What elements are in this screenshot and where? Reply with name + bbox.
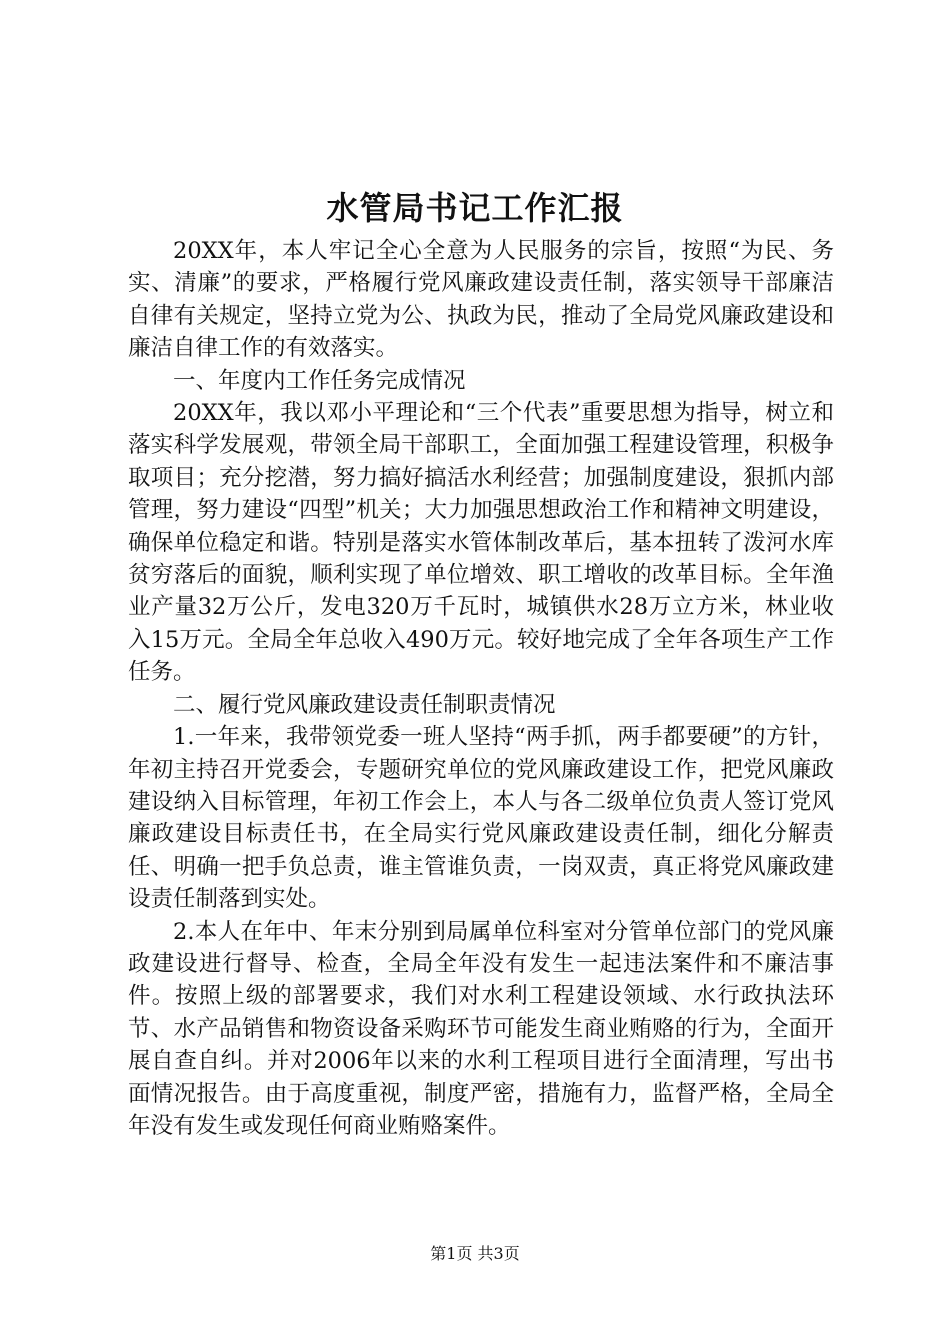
section-heading-2: 二、履行党风廉政建设责任制职责情况 bbox=[173, 691, 556, 718]
intro-paragraph: 20XX年，本人牢记全心全意为人民服务的宗旨，按照“为民、务实、清廉”的要求，严格履行党风廉政建设责任制，落实领导干部廉洁自律有关规定，坚持立党为公、执政为民，推动了全局党风廉政建设和廉洁自律工作的有效落实。 bbox=[128, 238, 834, 362]
section-2-item-2: 2.本人在年中、年末分别到局属单位科室对分管单位部门的党风廉政建设进行督导、检查，全局全年没有发生一起违法案件和不廉洁事件。按照上级的部署要求，我们对水利工程建设领域、水行政执法环节、水产品销售和物资设备采购环节可能发生商业贿赂的行为，全面开展自查自纠。并对2006年以来的水利工程项目进行全面清理，写出书面情况报告。由于高度重视，制度严密，措施有力，监督严格，全局全年没有发生或发现任何商业贿赂案件。 bbox=[128, 918, 834, 1139]
section-1-paragraph: 20XX年，我以邓小平理论和“三个代表”重要思想为指导，树立和落实科学发展观，带领全局干部职工，全面加强工程建设管理，积极争取项目；充分挖潜，努力搞好搞活水利经营；加强制度建设，狠抓内部管理，努力建设“四型”机关；大力加强思想政治工作和精神文明建设，确保单位稳定和谐。特别是落实水管体制改革后，基本扭转了泼河水库贫穷落后的面貌，顺利实现了单位增效、职工增收的改革目标。全年渔业产量32万公斤，发电320万千瓦时，城镇供水28万立方米，林业收入15万元。全局全年总收入490万元。较好地完成了全年各项生产工作任务。 bbox=[128, 400, 834, 686]
page-footer: 第1页 共3页 bbox=[430, 1244, 520, 1263]
document-title: 水管局书记工作汇报 bbox=[326, 189, 624, 227]
section-2-item-1: 1.一年来，我带领党委一班人坚持“两手抓，两手都要硬”的方针，年初主持召开党委会，专题研究单位的党风廉政建设工作，把党风廉政建设纳入目标管理，年初工作会上，本人与各二级单位负责人签订党风廉政建设目标责任书，在全局实行党风廉政建设责任制，细化分解责任、明确一把手负总责，谁主管谁负责，一岗双责，真正将党风廉政建设责任制落到实处。 bbox=[128, 724, 834, 913]
section-heading-1: 一、年度内工作任务完成情况 bbox=[173, 367, 466, 394]
document-body bbox=[128, 235, 834, 1142]
